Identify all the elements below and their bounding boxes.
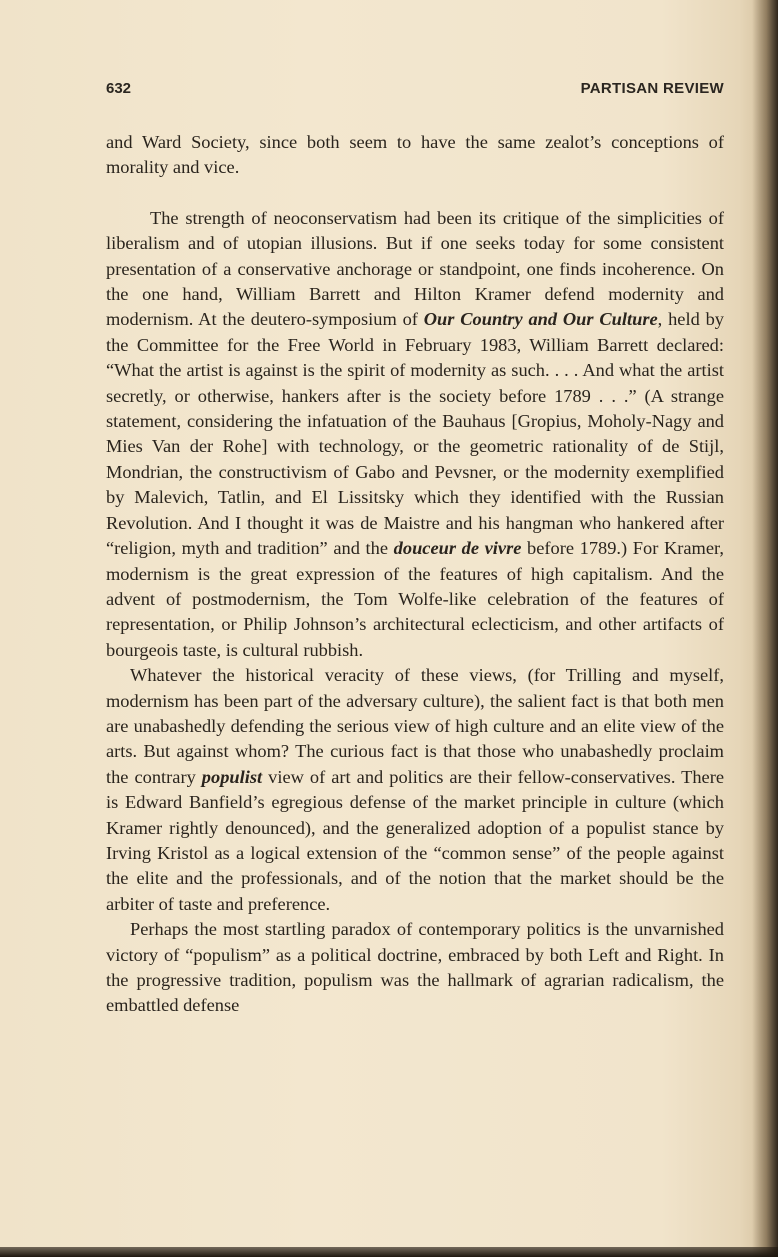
bottom-edge-shadow xyxy=(0,1247,778,1257)
paragraph-1: and Ward Society, since both seem to have the same zealot’s conceptions of morality and vice. xyxy=(106,132,724,178)
running-head xyxy=(106,80,724,102)
paragraph-3-text-a: Whatever the historical veracity of these views, (for Trilling and myself, modernism has been part of the adversary culture), the salient fact is that both men are unabashedly defending the serious view of high culture and an elite view of the arts. But against whom? The curious fact is that those who unabashedly proclaim the contrary xyxy=(106,665,724,787)
book-title-italic: Our Country and Our Culture xyxy=(423,309,658,330)
paragraph-4: Perhaps the most startling paradox of contemporary politics is the unvarnished victory of “populism” as a political doctrine, embraced by both Left and Right. In the progressive tradition, populism was the hallmark of agrarian radicalism, the embattled defense xyxy=(106,919,724,1016)
french-phrase-italic: douceur de vivre xyxy=(393,538,522,559)
journal-title: PARTISAN REVIEW xyxy=(580,80,724,97)
paragraph-3-text-c: view of art and politics are their fellow-conservatives. There is Edward Banfield’s egregious defense of the market principle in culture (which Kramer rightly denounced), and the generalized adoption of a populist stance by Irving Kristol as a logical extension of the “common sense” of the people against the elite and the professionals, and of the notion that the market should be the arbiter of taste and preference. xyxy=(106,766,724,914)
paragraph-3 xyxy=(106,663,724,917)
paragraph-2-text-e: before 1789.) For Kramer, modernism is the great expression of the features of high capitalism. And the advent of postmodernism, the Tom Wolfe-like celebration of the features of representation, or Philip Johnson’s architectural eclecticism, and other artifacts of bourgeois taste, is cultural rubbish. xyxy=(106,538,725,660)
page-number: 632 xyxy=(106,80,132,97)
body-text xyxy=(106,130,724,1019)
paragraph-2-text-a: The strength of neoconservatism had been its critique of the simplicities of liberalism and of utopian illusions. But if one seeks today for some consistent presentation of a conservative anchorage or standpoint, one finds incoherence. On the one hand, William Barrett and Hilton Kramer defend modernity and modernism. At the deutero-symposium of xyxy=(106,207,724,330)
populist-italic: populist xyxy=(201,766,263,787)
page-edge-shadow xyxy=(752,0,778,1257)
paragraph-2 xyxy=(106,206,724,663)
paragraph-2-text-c: , held by the Committee for the Free World in February 1983, William Barrett declared: “What the artist is against is the spirit of modernity as such. . . . And what the artist secretly, or otherwise, hankers after is the society before 1789 . . .” (A strange statement, considering the infatuation of the Bauhaus [Gropius, Moholy-Nagy and Mies Van der Rohe] with technology, or the geometric rationality of de Stijl, Mondrian, the constructivism of Gabo and Pevsner, or the modernity exemplified by Malevich, Tatlin, and El Lissitsky which they identified with the Russian Revolution. And I thought it was de Maistre and his hangman who hankered after “religion, myth and tradition” and the xyxy=(106,309,724,559)
